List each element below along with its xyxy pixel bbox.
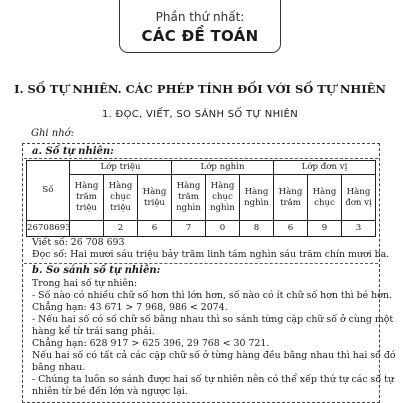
- comparison-line: - Chúng ta luôn so sánh được hai số tự nhiên nên có thể xếp thứ tự các số tự: [32, 374, 394, 385]
- comparison-line: - Nếu hai số có số chữ số bằng nhau thì so sánh từng cặp chữ số ở cùng một: [32, 314, 394, 325]
- digit-cell: 0: [206, 221, 240, 237]
- comparison-line: Chẳng hạn: 43 671 > 7 968, 986 < 2074.: [32, 302, 228, 313]
- comparison-line: Trong hai số tự nhiên:: [32, 278, 138, 289]
- divider: [24, 263, 378, 264]
- chapter-header-box: [119, 0, 281, 53]
- place-header-cell: Hàng triệu: [138, 175, 172, 221]
- place-header-cell: Hàng trăm: [274, 175, 308, 221]
- digit-cell: 9: [308, 221, 342, 237]
- comparison-line: bằng nhau.: [32, 362, 86, 373]
- comparison-line: Nếu hai số có tất cả các cặp chữ số ở từng hàng đều bằng nhau thì hai số đó: [32, 350, 396, 361]
- place-header-cell: Hàng trăm triệu: [70, 175, 104, 221]
- comparison-line: hàng kể từ trái sang phải.: [32, 326, 155, 337]
- place-header-cell: Hàng chục nghìn: [206, 175, 240, 221]
- place-header-cell: Hàng trăm nghìn: [172, 175, 206, 221]
- section-heading: I. SỐ TỰ NHIÊN. CÁC PHÉP TÍNH ĐỐI VỚI SỐ TỰ NHIÊN: [14, 82, 386, 96]
- place-header-cell: Hàng chục triệu: [104, 175, 138, 221]
- group-millions: Lớp triệu: [70, 161, 172, 175]
- digit-cell: 7: [172, 221, 206, 237]
- place-header-cell: Hàng nghìn: [240, 175, 274, 221]
- digit-cell: 8: [240, 221, 274, 237]
- written-number: Viết số: 26 708 693: [32, 237, 125, 248]
- note-label: Ghi nhớ:: [31, 128, 75, 139]
- comparison-line: - Số nào có nhiều chữ số hơn thì lớn hơn, số nào có ít chữ số hơn thì bé hơn.: [32, 290, 392, 301]
- digit-cell: 2: [104, 221, 138, 237]
- comparison-line: Chẳng hạn: 628 917 > 625 396, 29 768 < 30 721.: [32, 338, 270, 349]
- part-a-title: a. Số tự nhiên:: [32, 146, 114, 157]
- chapter-title: CÁC ĐỀ TOÁN: [141, 27, 259, 45]
- part-b-title: b. So sánh số tự nhiên:: [32, 265, 161, 276]
- group-thousands: Lớp nghìn: [172, 161, 274, 175]
- row-header-cell: Số: [27, 161, 70, 221]
- digit-cell: [70, 221, 104, 237]
- section-subheading: 1. ĐỌC, VIẾT, SO SÁNH SỐ TỰ NHIÊN: [101, 109, 299, 120]
- digit-cell: 3: [342, 221, 376, 237]
- place-header-cell: Hàng đơn vị: [342, 175, 376, 221]
- read-number: Đọc số: Hai mươi sáu triệu bảy trăm linh tám nghìn sáu trăm chín mươi ba.: [32, 249, 390, 260]
- place-header-cell: Hàng chục: [308, 175, 342, 221]
- comparison-line: nhiên từ bé đến lớn và ngược lại.: [32, 386, 188, 397]
- digit-cell: 6: [274, 221, 308, 237]
- place-value-table: [26, 160, 376, 237]
- chapter-part-label: Phần thứ nhất:: [155, 10, 245, 24]
- digit-cell: 6: [138, 221, 172, 237]
- group-units: Lớp đơn vị: [274, 161, 376, 175]
- divider: [24, 158, 378, 159]
- number-cell: 26708693: [27, 221, 70, 237]
